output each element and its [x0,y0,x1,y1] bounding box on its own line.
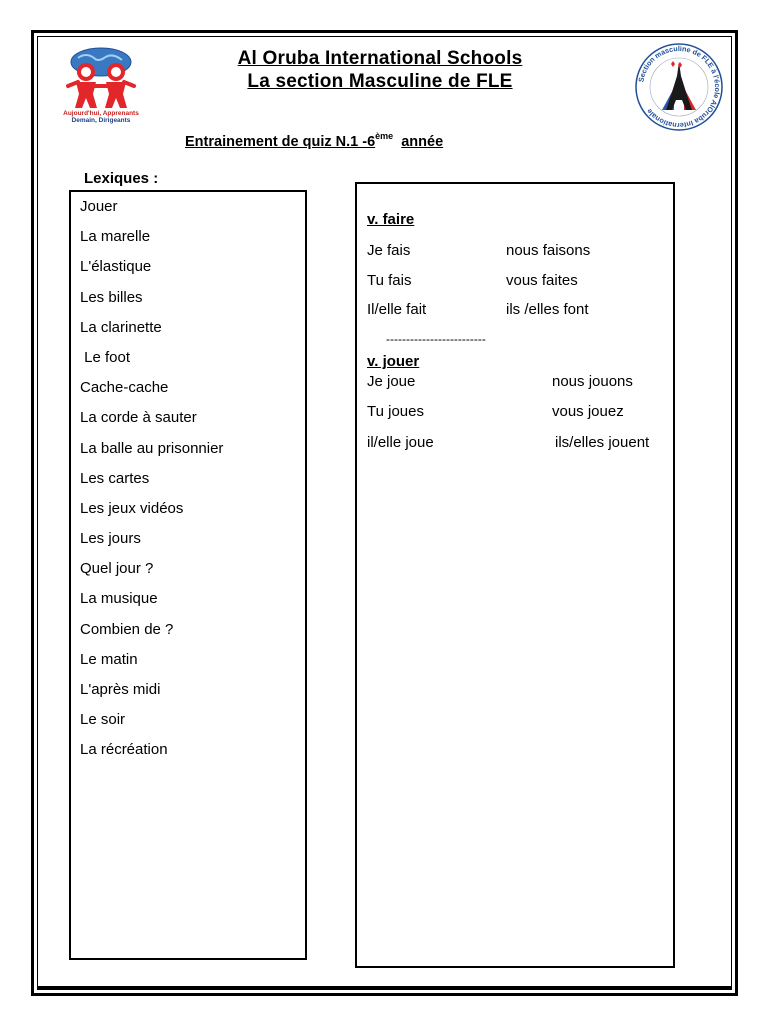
conjugation-form: nous faisons [506,242,591,259]
list-item: L'élastique [80,258,152,276]
list-item: Les jours [80,530,141,548]
logo-motto [58,110,144,124]
quiz-title-end: année [401,134,444,150]
lexique-title: Lexiques : [84,170,159,187]
list-item: Cache-cache [80,379,169,397]
verb-title-jouer: v. jouer [367,353,420,370]
lexique-list [80,197,223,771]
list-item: La récréation [80,741,168,759]
quiz-title [185,131,443,150]
children-globe-icon [58,44,144,112]
list-item: La corde à sauter [80,409,197,427]
conjugation-form: Il/elle fait [367,301,427,318]
quiz-title-superscript: ème [375,131,394,141]
conjugation-form: Je fais [367,242,411,259]
list-item: L'après midi [80,681,161,698]
conjugation-form: Tu joues [367,403,424,420]
conjugation-form: Je joue [367,373,416,390]
conjugation-form: Tu fais [367,272,412,289]
verb-separator: ------------------------- [386,332,486,346]
verb-title-faire: v. faire [367,211,415,228]
eiffel-tower-seal-icon [634,42,724,132]
seal-ring-text: Section masculine de FLE à l'école AlOruba Internationale [636,43,723,131]
list-item: Les billes [80,288,143,306]
conjugation-form: vous jouez [552,403,624,420]
list-item: La clarinette [80,318,162,336]
conjugation-form: ils/elles jouent [555,434,650,451]
list-item: Le foot [80,348,131,366]
school-logo [58,44,144,126]
conjugation-box [355,182,675,968]
list-item: Quel jour ? [80,560,154,578]
list-item: Le soir [80,711,126,729]
document-header [150,47,610,93]
list-item: La marelle [80,228,151,246]
list-item: Le matin [80,650,138,668]
logo-motto-line-2: Demain, Dirigeants [71,117,131,124]
list-item: Jouer [80,198,118,215]
school-name: Al Oruba International Schools [237,48,523,69]
logo-motto-line-1: Aujourd'hui, Apprenants [63,110,139,117]
list-item: La musique [80,590,158,608]
list-item: La balle au prisonnier [80,439,224,457]
conjugation-form: nous jouons [552,373,633,390]
conjugation-form: ils /elles font [506,301,589,318]
fle-section-logo [634,42,724,132]
conjugation-form: vous faites [506,272,578,289]
page-frame-bottom-rule [37,986,732,990]
section-name: La section Masculine de FLE [247,71,513,92]
quiz-title-main: Entrainement de quiz N.1 -6 [185,134,376,150]
list-item: Les cartes [80,469,150,487]
conjugation-form: il/elle joue [367,434,434,451]
list-item: Combien de ? [80,620,174,638]
list-item: Les jeux vidéos [80,499,184,517]
